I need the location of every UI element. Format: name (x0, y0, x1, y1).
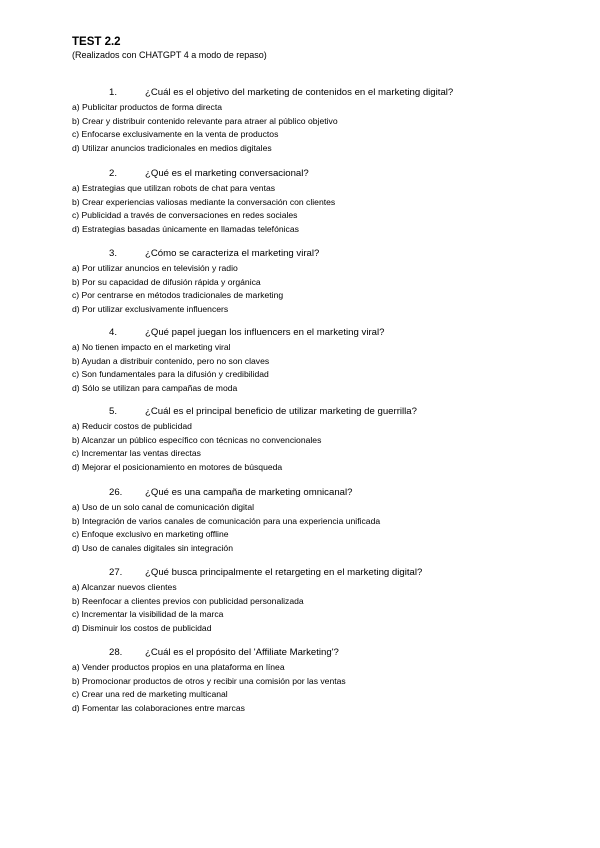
option-b: b) Ayudan a distribuir contenido, pero no son claves (72, 355, 270, 366)
option-c: c) Incrementar la visibilidad de la marca (72, 609, 224, 620)
question-text: ¿Qué busca principalmente el retargeting en el marketing digital? (145, 567, 423, 578)
question-block-2 (72, 168, 572, 237)
option-a: a) No tienen impacto en el marketing viral (72, 342, 231, 352)
option-b: b) Reenfocar a clientes previos con publicidad personalizada (72, 595, 304, 606)
question-5 (72, 406, 572, 418)
question-27 (72, 567, 572, 579)
question-text: ¿Cómo se caracteriza el marketing viral? (145, 248, 320, 259)
question-block-28 (72, 647, 572, 716)
option-d: d) Estrategias basadas únicamente en llamadas telefónicas (72, 224, 299, 235)
option-d: d) Sólo se utilizan para campañas de moda (72, 383, 238, 394)
option-b: b) Integración de varios canales de comunicación para una experiencia unificada (72, 515, 381, 526)
question-block-4 (72, 327, 572, 396)
question-text: ¿Cuál es el principal beneficio de utilizar marketing de guerrilla? (145, 406, 417, 417)
option-d: d) Fomentar las colaboraciones entre marcas (72, 703, 245, 714)
option-d: d) Disminuir los costos de publicidad (72, 623, 212, 634)
question-28 (72, 647, 572, 659)
option-d: d) Utilizar anuncios tradicionales en medios digitales (72, 143, 272, 154)
question-3 (72, 248, 572, 260)
option-d: d) Uso de canales digitales sin integración (72, 543, 233, 554)
option-c: c) Enfoque exclusivo en marketing offline (72, 529, 229, 540)
question-2 (72, 168, 572, 180)
option-b: b) Por su capacidad de difusión rápida y orgánica (72, 276, 261, 287)
option-b: b) Promocionar productos de otros y recibir una comisión por las ventas (72, 675, 346, 686)
options-list (72, 262, 572, 317)
option-b: b) Crear y distribuir contenido relevante para atraer al público objetivo (72, 115, 338, 126)
option-d: d) Por utilizar exclusivamente influencers (72, 304, 229, 315)
options-list (72, 182, 572, 237)
question-block-1 (72, 87, 572, 156)
question-number: 4. (109, 327, 118, 338)
option-c: c) Son fundamentales para la difusión y credibilidad (72, 369, 269, 380)
option-a: a) Publicitar productos de forma directa (72, 102, 222, 112)
option-a: a) Alcanzar nuevos clientes (72, 582, 177, 592)
option-a: a) Estrategias que utilizan robots de chat para ventas (72, 183, 276, 193)
options-list (72, 341, 572, 396)
question-number: 5. (109, 406, 118, 417)
question-text: ¿Cuál es el objetivo del marketing de contenidos en el marketing digital? (145, 87, 454, 98)
question-block-3 (72, 248, 572, 317)
option-a: a) Por utilizar anuncios en televisión y radio (72, 263, 238, 273)
question-1 (72, 87, 572, 99)
option-a: a) Vender productos propios en una plataforma en línea (72, 662, 285, 672)
question-text: ¿Qué es una campaña de marketing omnicanal? (145, 487, 353, 498)
option-c: c) Incrementar las ventas directas (72, 448, 201, 459)
question-number: 28. (109, 647, 123, 658)
options-list (72, 661, 572, 716)
document-subtitle: (Realizados con CHATGPT 4 a modo de repaso) (72, 50, 267, 60)
option-d: d) Mejorar el posicionamiento en motores de búsqueda (72, 462, 283, 473)
document-title: TEST 2.2 (72, 36, 121, 48)
question-block-5 (72, 406, 572, 475)
option-c: c) Publicidad a través de conversaciones en redes sociales (72, 210, 298, 221)
option-a: a) Reducir costos de publicidad (72, 421, 192, 431)
question-4 (72, 327, 572, 339)
question-block-26 (72, 487, 572, 556)
options-list (72, 101, 572, 156)
question-number: 26. (109, 487, 123, 498)
question-number: 27. (109, 567, 123, 578)
options-list (72, 501, 572, 556)
question-number: 2. (109, 168, 118, 179)
question-text: ¿Qué es el marketing conversacional? (145, 168, 309, 179)
option-c: c) Crear una red de marketing multicanal (72, 689, 228, 700)
question-number: 3. (109, 248, 118, 259)
question-26 (72, 487, 572, 499)
question-text: ¿Cuál es el propósito del 'Affiliate Marketing'? (145, 647, 339, 658)
option-b: b) Crear experiencias valiosas mediante la conversación con clientes (72, 196, 336, 207)
option-b: b) Alcanzar un público específico con técnicas no convencionales (72, 434, 322, 445)
document-page (72, 35, 572, 714)
question-text: ¿Qué papel juegan los influencers en el marketing viral? (145, 327, 385, 338)
options-list (72, 581, 572, 636)
options-list (72, 420, 572, 475)
option-c: c) Enfocarse exclusivamente en la venta de productos (72, 129, 279, 140)
question-block-27 (72, 567, 572, 636)
question-number: 1. (109, 87, 118, 98)
option-a: a) Uso de un solo canal de comunicación digital (72, 502, 255, 512)
option-c: c) Por centrarse en métodos tradicionales de marketing (72, 290, 284, 301)
